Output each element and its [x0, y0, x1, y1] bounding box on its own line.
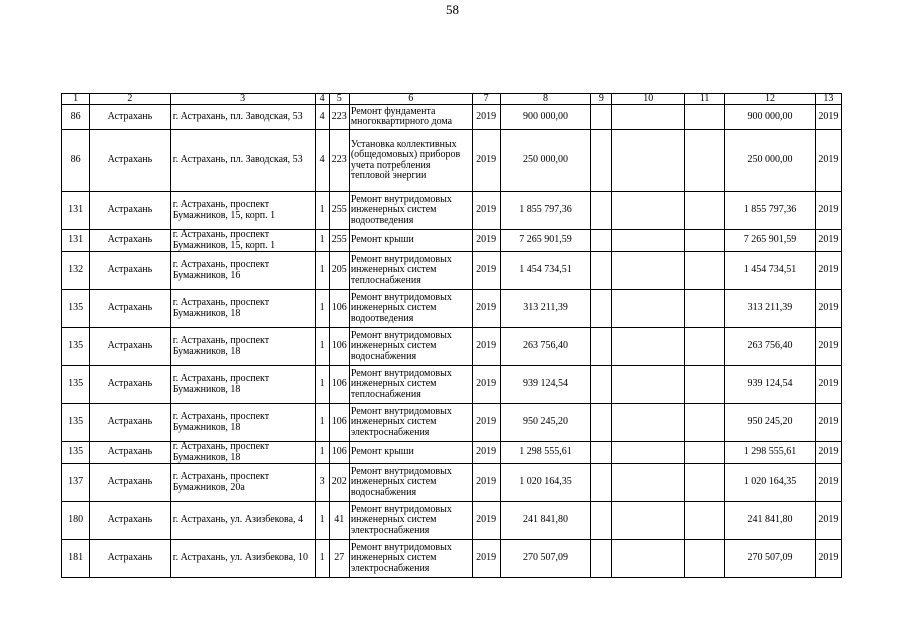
address-cell: г. Астрахань, проспект Бумажников, 16 — [170, 252, 315, 290]
year-cell: 2019 — [472, 105, 500, 130]
amount-cell: 313 211,39 — [500, 290, 591, 328]
year2-cell: 2019 — [815, 464, 841, 502]
work-type-cell: Ремонт внутридомовых инженерных систем теплоснабжения — [349, 366, 472, 404]
year-cell: 2019 — [472, 540, 500, 578]
year2-cell: 2019 — [815, 540, 841, 578]
col5-cell: 255 — [329, 230, 349, 252]
col9-cell — [591, 366, 612, 404]
year-cell: 2019 — [472, 230, 500, 252]
col4-cell: 1 — [315, 540, 329, 578]
col9-cell — [591, 192, 612, 230]
year2-cell: 2019 — [815, 404, 841, 442]
table-row — [62, 442, 842, 464]
city-cell: Астрахань — [90, 192, 171, 230]
col4-cell: 1 — [315, 328, 329, 366]
col4-cell: 3 — [315, 464, 329, 502]
city-cell: Астрахань — [90, 464, 171, 502]
table-row — [62, 192, 842, 230]
total-cell: 7 265 901,59 — [725, 230, 816, 252]
table-row — [62, 105, 842, 130]
col10-cell — [612, 130, 684, 192]
total-cell: 1 855 797,36 — [725, 192, 816, 230]
amount-cell: 900 000,00 — [500, 105, 591, 130]
total-cell: 1 454 734,51 — [725, 252, 816, 290]
col9-cell — [591, 290, 612, 328]
col4-cell: 1 — [315, 252, 329, 290]
total-cell: 313 211,39 — [725, 290, 816, 328]
address-cell: г. Астрахань, проспект Бумажников, 18 — [170, 404, 315, 442]
column-header: 9 — [591, 94, 612, 105]
row-number: 135 — [62, 404, 90, 442]
col4-cell: 1 — [315, 442, 329, 464]
row-number: 131 — [62, 192, 90, 230]
col10-cell — [612, 464, 684, 502]
col5-cell: 223 — [329, 105, 349, 130]
address-cell: г. Астрахань, проспект Бумажников, 18 — [170, 290, 315, 328]
col11-cell — [684, 404, 724, 442]
year2-cell: 2019 — [815, 366, 841, 404]
city-cell: Астрахань — [90, 404, 171, 442]
year-cell: 2019 — [472, 464, 500, 502]
year-cell: 2019 — [472, 442, 500, 464]
col10-cell — [612, 230, 684, 252]
city-cell: Астрахань — [90, 540, 171, 578]
amount-cell: 950 245,20 — [500, 404, 591, 442]
year-cell: 2019 — [472, 502, 500, 540]
col11-cell — [684, 366, 724, 404]
total-cell: 241 841,80 — [725, 502, 816, 540]
repair-schedule-table — [61, 93, 842, 578]
year2-cell: 2019 — [815, 230, 841, 252]
address-cell: г. Астрахань, ул. Азизбекова, 10 — [170, 540, 315, 578]
col10-cell — [612, 192, 684, 230]
work-type-cell: Ремонт крыши — [349, 230, 472, 252]
col5-cell: 106 — [329, 328, 349, 366]
col10-cell — [612, 366, 684, 404]
col5-cell: 255 — [329, 192, 349, 230]
row-number: 135 — [62, 290, 90, 328]
total-cell: 250 000,00 — [725, 130, 816, 192]
col5-cell: 106 — [329, 290, 349, 328]
col5-cell: 205 — [329, 252, 349, 290]
city-cell: Астрахань — [90, 230, 171, 252]
col11-cell — [684, 328, 724, 366]
city-cell: Астрахань — [90, 252, 171, 290]
year2-cell: 2019 — [815, 290, 841, 328]
address-cell: г. Астрахань, проспект Бумажников, 20а — [170, 464, 315, 502]
col10-cell — [612, 328, 684, 366]
address-cell: г. Астрахань, проспект Бумажников, 18 — [170, 328, 315, 366]
work-type-cell: Ремонт внутридомовых инженерных систем водоснабжения — [349, 464, 472, 502]
city-cell: Астрахань — [90, 290, 171, 328]
table-row — [62, 230, 842, 252]
col11-cell — [684, 502, 724, 540]
amount-cell: 250 000,00 — [500, 130, 591, 192]
total-cell: 270 507,09 — [725, 540, 816, 578]
column-header: 8 — [500, 94, 591, 105]
col4-cell: 4 — [315, 105, 329, 130]
col9-cell — [591, 105, 612, 130]
amount-cell: 1 855 797,36 — [500, 192, 591, 230]
col5-cell: 106 — [329, 366, 349, 404]
col11-cell — [684, 105, 724, 130]
column-header: 12 — [725, 94, 816, 105]
year2-cell: 2019 — [815, 105, 841, 130]
page-number: 58 — [446, 2, 459, 17]
col4-cell: 1 — [315, 230, 329, 252]
table-row — [62, 404, 842, 442]
col5-cell: 106 — [329, 404, 349, 442]
row-number: 135 — [62, 328, 90, 366]
work-type-cell: Ремонт внутридомовых инженерных систем водоотведения — [349, 290, 472, 328]
column-header: 2 — [90, 94, 171, 105]
row-number: 137 — [62, 464, 90, 502]
table-header-row — [62, 94, 842, 105]
total-cell: 939 124,54 — [725, 366, 816, 404]
col10-cell — [612, 252, 684, 290]
address-cell: г. Астрахань, пл. Заводская, 53 — [170, 130, 315, 192]
col4-cell: 1 — [315, 290, 329, 328]
year2-cell: 2019 — [815, 130, 841, 192]
col5-cell: 202 — [329, 464, 349, 502]
total-cell: 900 000,00 — [725, 105, 816, 130]
row-number: 180 — [62, 502, 90, 540]
amount-cell: 939 124,54 — [500, 366, 591, 404]
col10-cell — [612, 404, 684, 442]
address-cell: г. Астрахань, проспект Бумажников, 15, корп. 1 — [170, 230, 315, 252]
col10-cell — [612, 290, 684, 328]
table-row — [62, 290, 842, 328]
column-header: 6 — [349, 94, 472, 105]
amount-cell: 1 298 555,61 — [500, 442, 591, 464]
col4-cell: 1 — [315, 366, 329, 404]
col11-cell — [684, 230, 724, 252]
amount-cell: 241 841,80 — [500, 502, 591, 540]
amount-cell: 270 507,09 — [500, 540, 591, 578]
col9-cell — [591, 130, 612, 192]
address-cell: г. Астрахань, проспект Бумажников, 18 — [170, 366, 315, 404]
total-cell: 950 245,20 — [725, 404, 816, 442]
address-cell: г. Астрахань, ул. Азизбекова, 4 — [170, 502, 315, 540]
row-number: 135 — [62, 366, 90, 404]
row-number: 181 — [62, 540, 90, 578]
col4-cell: 4 — [315, 130, 329, 192]
year2-cell: 2019 — [815, 328, 841, 366]
row-number: 135 — [62, 442, 90, 464]
col5-cell: 41 — [329, 502, 349, 540]
col11-cell — [684, 540, 724, 578]
table-row — [62, 540, 842, 578]
work-type-cell: Ремонт внутридомовых инженерных систем электроснабжения — [349, 404, 472, 442]
column-header: 3 — [170, 94, 315, 105]
year-cell: 2019 — [472, 290, 500, 328]
col5-cell: 27 — [329, 540, 349, 578]
column-header: 7 — [472, 94, 500, 105]
table-row — [62, 366, 842, 404]
year2-cell: 2019 — [815, 192, 841, 230]
col9-cell — [591, 464, 612, 502]
work-type-cell: Ремонт внутридомовых инженерных систем электроснабжения — [349, 540, 472, 578]
column-header: 4 — [315, 94, 329, 105]
work-type-cell: Ремонт внутридомовых инженерных систем электроснабжения — [349, 502, 472, 540]
col9-cell — [591, 252, 612, 290]
row-number: 131 — [62, 230, 90, 252]
city-cell: Астрахань — [90, 130, 171, 192]
column-header: 13 — [815, 94, 841, 105]
col11-cell — [684, 192, 724, 230]
col11-cell — [684, 252, 724, 290]
column-header: 1 — [62, 94, 90, 105]
work-type-cell: Ремонт внутридомовых инженерных систем водоснабжения — [349, 328, 472, 366]
table-row — [62, 328, 842, 366]
col5-cell: 223 — [329, 130, 349, 192]
table-body — [62, 105, 842, 578]
col9-cell — [591, 442, 612, 464]
row-number: 132 — [62, 252, 90, 290]
col11-cell — [684, 442, 724, 464]
col9-cell — [591, 540, 612, 578]
address-cell: г. Астрахань, пл. Заводская, 53 — [170, 105, 315, 130]
year-cell: 2019 — [472, 130, 500, 192]
amount-cell: 1 454 734,51 — [500, 252, 591, 290]
col10-cell — [612, 502, 684, 540]
year2-cell: 2019 — [815, 442, 841, 464]
city-cell: Астрахань — [90, 105, 171, 130]
amount-cell: 7 265 901,59 — [500, 230, 591, 252]
row-number: 86 — [62, 105, 90, 130]
col10-cell — [612, 442, 684, 464]
work-type-cell: Ремонт внутридомовых инженерных систем водоотведения — [349, 192, 472, 230]
year-cell: 2019 — [472, 192, 500, 230]
work-type-cell: Ремонт фундамента многоквартирного дома — [349, 105, 472, 130]
work-type-cell: Ремонт крыши — [349, 442, 472, 464]
col9-cell — [591, 328, 612, 366]
amount-cell: 1 020 164,35 — [500, 464, 591, 502]
year-cell: 2019 — [472, 328, 500, 366]
amount-cell: 263 756,40 — [500, 328, 591, 366]
year2-cell: 2019 — [815, 502, 841, 540]
table-row — [62, 502, 842, 540]
column-header: 10 — [612, 94, 684, 105]
table-row — [62, 464, 842, 502]
col9-cell — [591, 230, 612, 252]
col10-cell — [612, 540, 684, 578]
col5-cell: 106 — [329, 442, 349, 464]
total-cell: 1 020 164,35 — [725, 464, 816, 502]
year-cell: 2019 — [472, 366, 500, 404]
city-cell: Астрахань — [90, 328, 171, 366]
year-cell: 2019 — [472, 404, 500, 442]
total-cell: 263 756,40 — [725, 328, 816, 366]
year2-cell: 2019 — [815, 252, 841, 290]
col10-cell — [612, 105, 684, 130]
table-row — [62, 130, 842, 192]
city-cell: Астрахань — [90, 442, 171, 464]
col4-cell: 1 — [315, 502, 329, 540]
col11-cell — [684, 464, 724, 502]
address-cell: г. Астрахань, проспект Бумажников, 18 — [170, 442, 315, 464]
column-header: 11 — [684, 94, 724, 105]
col11-cell — [684, 290, 724, 328]
col11-cell — [684, 130, 724, 192]
column-header: 5 — [329, 94, 349, 105]
col4-cell: 1 — [315, 192, 329, 230]
total-cell: 1 298 555,61 — [725, 442, 816, 464]
row-number: 86 — [62, 130, 90, 192]
work-type-cell: Установка коллективных (общедомовых) приборов учета потребления тепловой энергии — [349, 130, 472, 192]
table-row — [62, 252, 842, 290]
work-type-cell: Ремонт внутридомовых инженерных систем теплоснабжения — [349, 252, 472, 290]
year-cell: 2019 — [472, 252, 500, 290]
city-cell: Астрахань — [90, 502, 171, 540]
col9-cell — [591, 502, 612, 540]
col4-cell: 1 — [315, 404, 329, 442]
col9-cell — [591, 404, 612, 442]
address-cell: г. Астрахань, проспект Бумажников, 15, корп. 1 — [170, 192, 315, 230]
city-cell: Астрахань — [90, 366, 171, 404]
